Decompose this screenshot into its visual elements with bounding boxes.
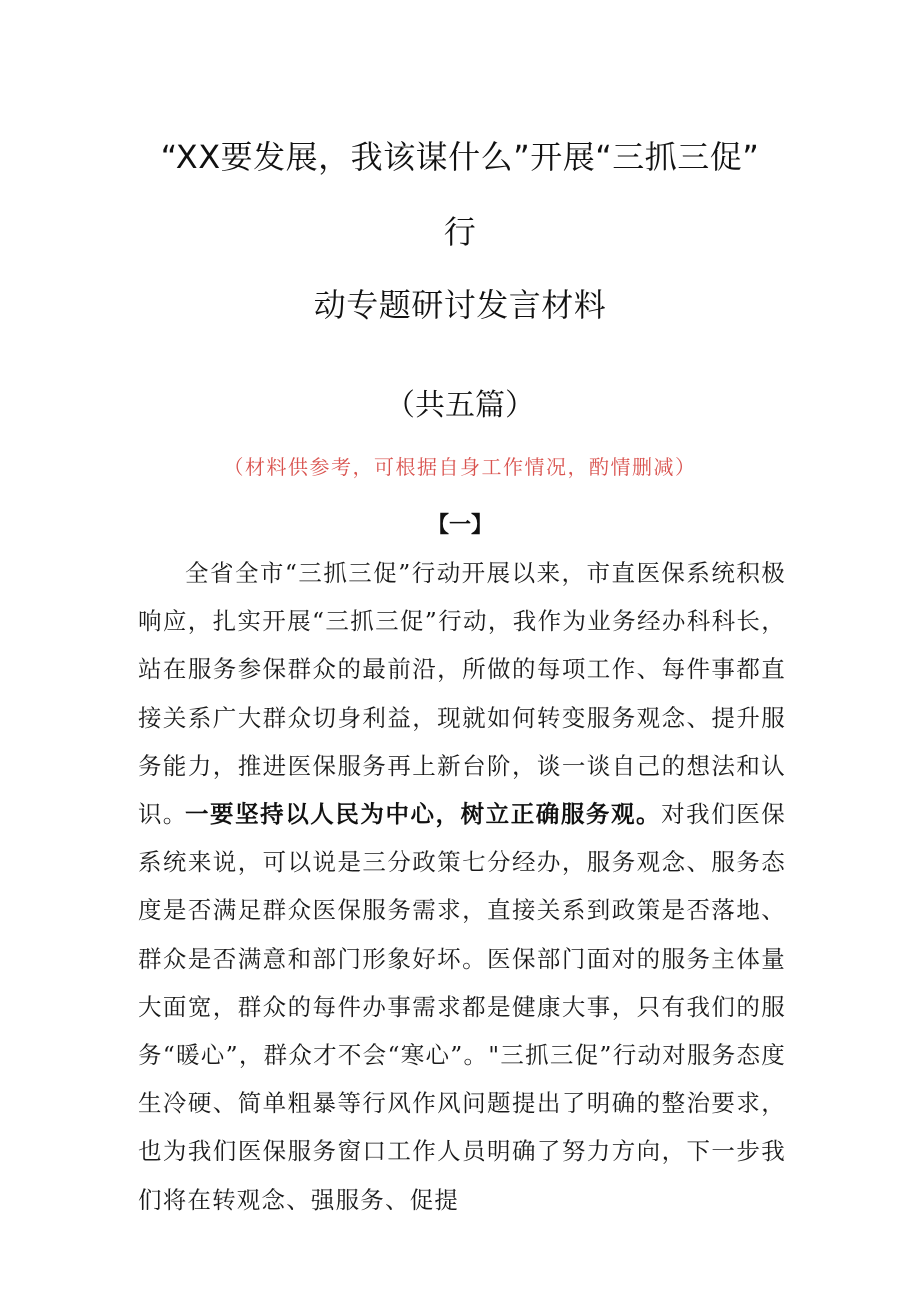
paragraph-point-one	[138, 790, 786, 1224]
paragraph-lead-sentence: 一要坚持以人民为中心，树立正确服务观。	[185, 800, 662, 828]
section-marker: 【一】	[426, 513, 493, 538]
reference-note: （材料供参考，可根据自身工作情况，酌情删减）	[223, 455, 697, 479]
document-title-line-1: “XX要发展，我该谋什么”开展“三抓三促”	[160, 138, 760, 176]
paragraph-body-text: 对我们医保系统来说，可以说是三分政策七分经办，服务观念、服务态度是否满足群众医保服务需求，直接关系到政策是否落地、群众是否满意和部门形象好坏。医保部门面对的服务主体量大面宽，群众的每件办事需求都是健康大事，只有我们的服务“暖心”，群众才不会“寒心”。"三抓三促”行动对服务态度生冷硬、简单粗暴等行风作风问题提出了明确的整治要求，也为我们医保服务窗口工作人员明确了努力方向，下一步我们将在转观念、强服务、促提	[138, 800, 787, 1214]
document-title-line-3: 动专题研讨发言材料	[313, 286, 607, 324]
document-subtitle: （共五篇）	[385, 388, 535, 423]
paragraph-intro: 全省全市“三抓三促”行动开展以来，市直医保系统积极响应，扎实开展“三抓三促”行动，我作为业务经办科科长，站在服务参保群众的最前沿，所做的每项工作、每件事都直接关系广大群众切身利益，现就如何转变服务观念、提升服务能力，推进医保服务再上新台阶，谈一谈自己的想法和认识。	[138, 559, 786, 829]
document-title-line-2: 行	[443, 213, 477, 251]
